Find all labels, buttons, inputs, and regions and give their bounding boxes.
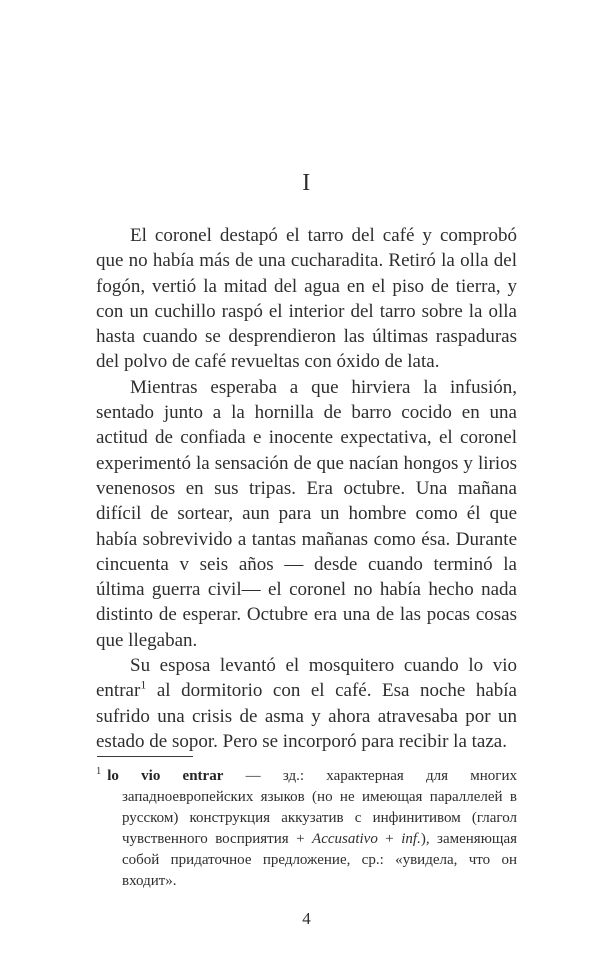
- page-number: 4: [302, 909, 311, 928]
- footnote-text-before-latin: — зд.: характерная для многих западноевропейских языков (но не имеющая параллелей в русском) конструкция аккузатив с инфинитивом (глагол чувственного восприятия +: [122, 768, 517, 847]
- paragraph-3-text-after-note: al dormitorio con el café. Esa noche había sufrido una crisis de asma y ahora atravesaba por un estado de sopor. Pero se incorporó para recibir la taza.: [96, 680, 517, 752]
- footnote-term: lo vio entrar: [107, 768, 224, 784]
- chapter-heading: I: [302, 170, 311, 196]
- footnote-separator: [97, 756, 193, 757]
- paragraph-2: Mientras esperaba a que hirviera la infusión, sentado junto a la hornilla de barro cocido en una actitud de confiada e inocente expectativa, el coronel experimentó la sensación de que nacían hongos y lirios venenosos en sus tripas. Era octubre. Una mañana difícil de sortear, aun para un hombre como él que había sobrevivido a tantas mañanas como ésa. Durante cincuenta v seis años — desde cuando terminó la última guerra civil— el coronel no había hecho nada distinto de esperar. Octubre era una de las pocas cosas que llegaban.: [96, 376, 517, 651]
- footnote: [96, 766, 517, 891]
- paragraph-3-text-before-note: Su esposa levantó el mosquitero cuando lo vio entrar: [96, 655, 517, 702]
- paragraph-3: [96, 653, 517, 754]
- body-text: [96, 223, 517, 754]
- footnote-latin-term-2: inf.: [401, 830, 421, 847]
- footnote-latin-term-1: Accusativo: [312, 830, 378, 847]
- footnote-reference: 1: [140, 678, 147, 693]
- paragraph-1: El coronel destapó el tarro del café y comprobó que no había más de una cucharadita. Retiró la olla del fogón, vertió la mitad del agua en el piso de tierra, y con un cuchillo raspó el interior del tarro sobre la olla hasta cuando se desprendieron las últimas raspaduras del polvo de café revueltas con óxido de lata.: [96, 225, 517, 373]
- footnote-text-after-latin: ), заменяющая собой придаточное предложение, ср.: «увидела, что он входит».: [122, 830, 518, 889]
- footnote-marker: 1: [96, 766, 102, 777]
- footnote-plus-separator: +: [377, 830, 402, 847]
